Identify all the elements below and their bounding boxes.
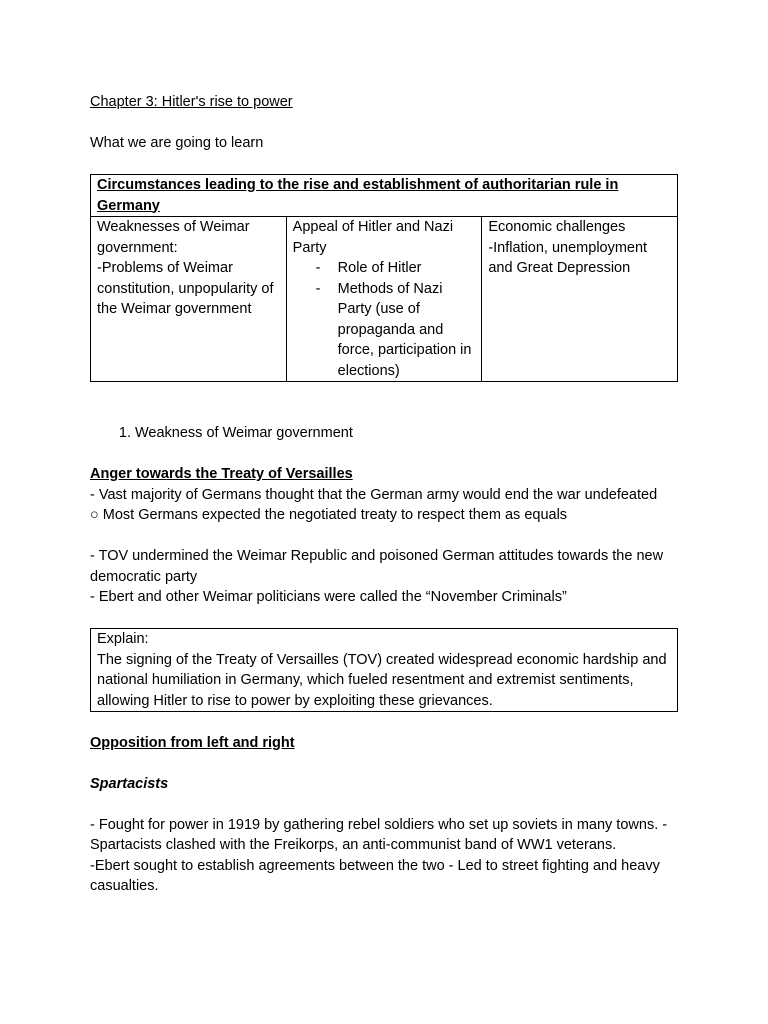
- chapter-title: Chapter 3: Hitler's rise to power: [90, 94, 293, 110]
- list-item: - Methods of Nazi Party (use of propaganda and force, participation in elections): [293, 279, 476, 382]
- spartacists-point-2: -Ebert sought to establish agreements between the two - Led to street fighting and heavy casualties.: [90, 857, 660, 894]
- learning-table: [90, 174, 678, 382]
- appeal-title: Appeal of Hitler and Nazi Party: [292, 219, 454, 256]
- versailles-point-2: ○ Most Germans expected the negotiated treaty to respect them as equals: [90, 507, 568, 523]
- table-cell-economic: [482, 217, 678, 382]
- explain-box: [90, 628, 678, 712]
- section-1-title: 1. Weakness of Weimar government: [135, 423, 680, 444]
- table-cell-weimar: [91, 217, 287, 382]
- intro-text: What we are going to learn: [90, 135, 264, 151]
- opposition-heading: Opposition from left and right: [90, 734, 295, 751]
- section-list: [90, 423, 680, 444]
- versailles-point-1: - Vast majority of Germans thought that the German army would end the war undefeated: [90, 486, 658, 503]
- table-cell-appeal: [286, 217, 482, 382]
- list-item: - Role of Hitler: [293, 258, 476, 279]
- weimar-title: Weaknesses of Weimar government:: [97, 219, 250, 256]
- economic-title: Economic challenges: [488, 219, 626, 235]
- explain-label: Explain:: [97, 631, 149, 647]
- versailles-point-3: - TOV undermined the Weimar Republic and poisoned German attitudes towards the new democratic party: [90, 548, 664, 585]
- versailles-point-4: - Ebert and other Weimar politicians were called the “November Criminals”: [90, 589, 567, 605]
- economic-text: -Inflation, unemployment and Great Depression: [488, 239, 648, 276]
- weimar-text: -Problems of Weimar constitution, unpopularity of the Weimar government: [97, 260, 274, 317]
- document-page: [90, 92, 680, 897]
- spartacists-point-1: - Fought for power in 1919 by gathering rebel soldiers who set up soviets in many towns. -Spartacists clashed with the Freikorps, an anti-communist band of WW1 veterans.: [90, 816, 668, 853]
- table-header: Circumstances leading to the rise and establishment of authoritarian rule in Germany: [91, 175, 678, 217]
- appeal-list: [293, 258, 476, 381]
- versailles-heading: Anger towards the Treaty of Versailles: [90, 466, 353, 482]
- explain-text: The signing of the Treaty of Versailles (TOV) created widespread economic hardship and national humiliation in Germany, which fueled resentment and extremist sentiments, allowing Hitler to rise to power by exploiting these grievances.: [97, 651, 667, 709]
- spartacists-heading: Spartacists: [90, 775, 169, 792]
